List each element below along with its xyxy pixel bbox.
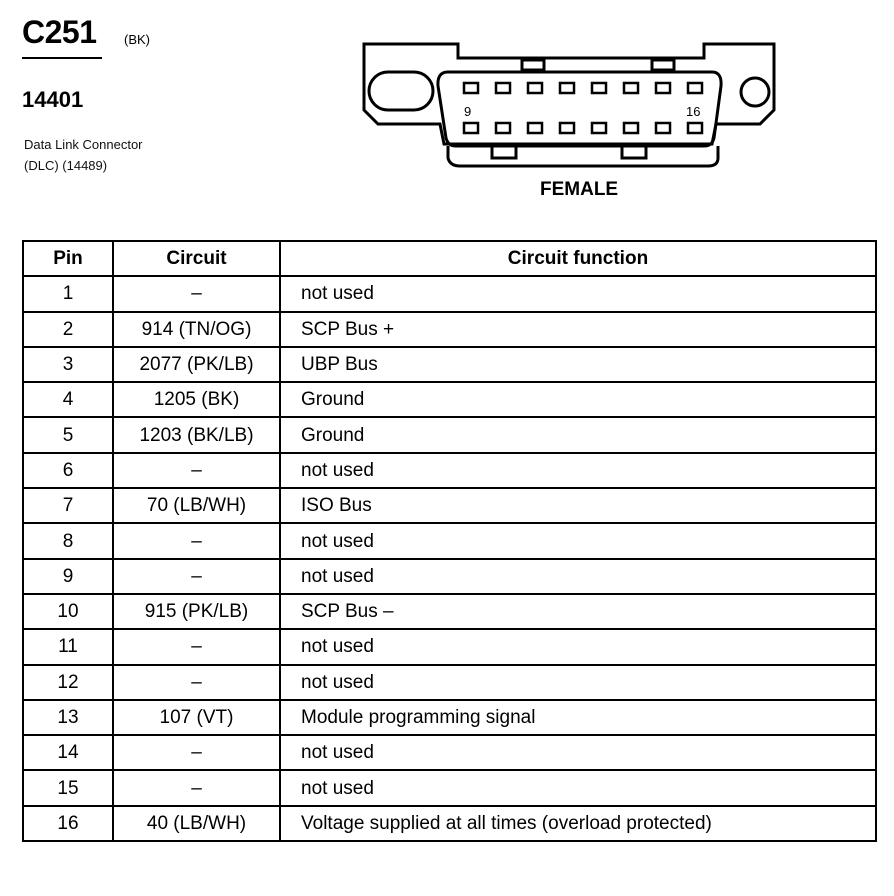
pin-socket xyxy=(656,83,670,93)
circuit-code: – xyxy=(113,629,280,664)
circuit-function: SCP Bus – xyxy=(280,594,876,629)
circuit-code: 914 (TN/OG) xyxy=(113,312,280,347)
pin-socket xyxy=(496,83,510,93)
header-rule xyxy=(22,57,102,59)
table-row xyxy=(23,276,876,311)
pin-socket xyxy=(528,83,542,93)
table-row xyxy=(23,347,876,382)
pin-number: 16 xyxy=(23,806,113,841)
table-row xyxy=(23,594,876,629)
pin-socket xyxy=(560,123,574,133)
pin-label-16: 16 xyxy=(686,104,701,119)
pin-socket xyxy=(592,83,606,93)
pin-socket xyxy=(656,123,670,133)
circuit-code: 70 (LB/WH) xyxy=(113,488,280,523)
pin-socket xyxy=(688,123,702,133)
circuit-function: not used xyxy=(280,665,876,700)
circuit-function: Ground xyxy=(280,382,876,417)
table-row xyxy=(23,735,876,770)
column-header-pin: Pin xyxy=(23,241,113,276)
pin-socket xyxy=(464,123,478,133)
pin-number: 1 xyxy=(23,276,113,311)
pin-socket xyxy=(528,123,542,133)
pin-number: 9 xyxy=(23,559,113,594)
right-ear-hole xyxy=(741,78,769,106)
circuit-function: ISO Bus xyxy=(280,488,876,523)
pin-number: 5 xyxy=(23,417,113,452)
circuit-code: – xyxy=(113,559,280,594)
circuit-code: – xyxy=(113,523,280,558)
pin-socket xyxy=(560,83,574,93)
pin-socket xyxy=(496,123,510,133)
table-row xyxy=(23,382,876,417)
table-row xyxy=(23,770,876,805)
circuit-code: 107 (VT) xyxy=(113,700,280,735)
circuit-function: not used xyxy=(280,559,876,594)
left-ear-slot xyxy=(369,72,433,110)
circuit-code: – xyxy=(113,453,280,488)
circuit-code: 915 (PK/LB) xyxy=(113,594,280,629)
table-row xyxy=(23,629,876,664)
pin-label-9: 9 xyxy=(464,104,472,119)
pin-socket xyxy=(688,83,702,93)
top-key-left xyxy=(522,60,544,70)
table-row xyxy=(23,523,876,558)
top-key-right xyxy=(652,60,674,70)
pin-number: 13 xyxy=(23,700,113,735)
connector-face xyxy=(438,72,721,146)
diagram-caption: FEMALE xyxy=(540,179,619,200)
circuit-function: not used xyxy=(280,523,876,558)
connector-bottom-skirt xyxy=(448,146,718,166)
pin-number: 10 xyxy=(23,594,113,629)
pin-number: 7 xyxy=(23,488,113,523)
pin-table xyxy=(22,240,877,842)
table-header-row xyxy=(23,241,876,276)
connector-color: (BK) xyxy=(124,32,150,47)
description-line-1: Data Link Connector xyxy=(24,137,143,152)
circuit-function: SCP Bus + xyxy=(280,312,876,347)
part-number: 14401 xyxy=(22,87,84,112)
table-row xyxy=(23,417,876,452)
pin-number: 6 xyxy=(23,453,113,488)
connector-diagram xyxy=(352,38,782,170)
table-row xyxy=(23,806,876,841)
description-line-2: (DLC) (14489) xyxy=(24,158,108,173)
circuit-code: 40 (LB/WH) xyxy=(113,806,280,841)
circuit-function: Ground xyxy=(280,417,876,452)
pin-number: 2 xyxy=(23,312,113,347)
circuit-code: – xyxy=(113,276,280,311)
circuit-code: 1203 (BK/LB) xyxy=(113,417,280,452)
table-row xyxy=(23,488,876,523)
circuit-function: not used xyxy=(280,276,876,311)
circuit-code: – xyxy=(113,735,280,770)
table-row xyxy=(23,665,876,700)
table-row xyxy=(23,559,876,594)
circuit-function: Voltage supplied at all times (overload protected) xyxy=(280,806,876,841)
pin-number: 4 xyxy=(23,382,113,417)
pin-number: 14 xyxy=(23,735,113,770)
table-row xyxy=(23,700,876,735)
circuit-code: – xyxy=(113,665,280,700)
circuit-function: not used xyxy=(280,735,876,770)
circuit-code: 1205 (BK) xyxy=(113,382,280,417)
pin-number: 15 xyxy=(23,770,113,805)
pin-number: 3 xyxy=(23,347,113,382)
circuit-function: not used xyxy=(280,453,876,488)
pin-socket xyxy=(624,123,638,133)
circuit-function: not used xyxy=(280,770,876,805)
column-header-function: Circuit function xyxy=(280,241,876,276)
pin-socket xyxy=(464,83,478,93)
pin-number: 11 xyxy=(23,629,113,664)
pin-socket xyxy=(592,123,606,133)
connector-id: C251 xyxy=(22,14,97,50)
pin-socket xyxy=(624,83,638,93)
circuit-function: UBP Bus xyxy=(280,347,876,382)
circuit-function: Module programming signal xyxy=(280,700,876,735)
pin-number: 12 xyxy=(23,665,113,700)
table-row xyxy=(23,312,876,347)
circuit-function: not used xyxy=(280,629,876,664)
circuit-code: 2077 (PK/LB) xyxy=(113,347,280,382)
column-header-circuit: Circuit xyxy=(113,241,280,276)
table-row xyxy=(23,453,876,488)
circuit-code: – xyxy=(113,770,280,805)
pin-number: 8 xyxy=(23,523,113,558)
